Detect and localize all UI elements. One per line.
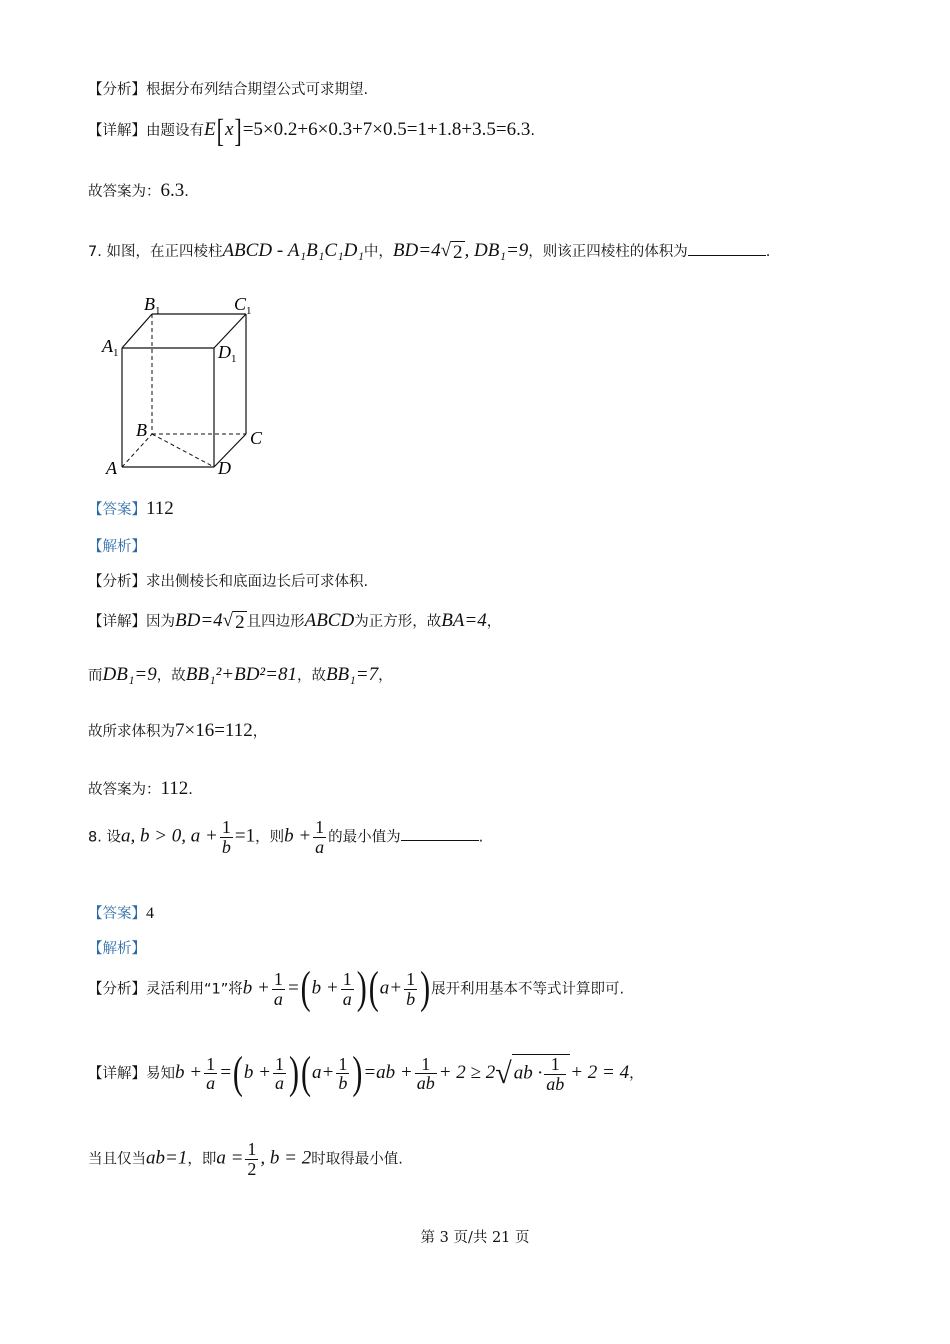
answer-blank[interactable] (401, 828, 479, 841)
label-b1: $B_1$ (144, 294, 161, 317)
q8-analysis: 【分析】灵活利用“1”将b + $\frac{1}{a}$ =(b + $\frac{1}{a}$ )(a+ $\frac{1}{b}$ )展开利用基本不等式计算即可. (88, 963, 625, 1014)
q7-detail-2: 而DB₁=9，故BB₁²+BD²=81，故BB₁=7， (88, 664, 393, 685)
q7-detail-3: 故所求体积为7×16=112， (88, 720, 268, 741)
label-b: B (136, 420, 147, 440)
edge-a1-b1 (122, 314, 152, 348)
q7-answer-line: 故答案为：112. (88, 778, 193, 799)
q8-stem: 8. 设a, b > 0, a + $\frac{1}{b}$ =1，则b + $\frac{1}{a}$ 的最小值为 . (88, 817, 484, 857)
page-footer: 第 3 页/共 21 页 (420, 1230, 530, 1246)
prev-analysis: 【分析】根据分布列结合期望公式可求期望. (88, 82, 369, 98)
q7-detail-1: 【详解】因为BD=4√ 2 且四边形ABCD为正方形，故BA=4， (88, 610, 502, 633)
edge-b-d (152, 434, 214, 467)
prev-detail: 【详解】由题设有E[x]=5×0.2+6×0.3+7×0.5=1+1.8+3.5=6.3. (88, 111, 535, 149)
q8-equality: 当且仅当ab=1，即a = $\frac{1}{2}$ , b = 2时取得最小值. (88, 1139, 403, 1179)
q8-detail: 【详解】易知b + $\frac{1}{a}$ =(b + $\frac{1}{a}$ )(a+ $\frac{1}{b}$ )=ab + $\frac{1}{ab}$ + 2 ≥ 2√ ab · $\frac{1}{ab}$ + 2 = 4， (88, 1048, 644, 1098)
label-d: D (218, 458, 231, 478)
label-c1: $C_1$ (234, 294, 252, 317)
label-a: A (106, 458, 117, 478)
label-d1: $D_1$ (218, 342, 237, 365)
q8-answer: 【答案】4 (88, 905, 154, 922)
label-a1: $A_1$ (102, 336, 119, 359)
prev-answer: 故答案为：6.3. (88, 180, 189, 201)
label-c: C (250, 428, 263, 448)
q7-answer: 【答案】112 (88, 498, 174, 519)
q7-analysis: 【分析】求出侧棱长和底面边长后可求体积. (88, 574, 369, 590)
q7-explain: 【解析】 (88, 539, 146, 555)
q8-explain: 【解析】 (88, 941, 146, 957)
prism-figure (100, 292, 280, 482)
answer-blank[interactable] (688, 243, 766, 256)
q7-stem: 7. 如图，在正四棱柱ABCD - A₁B₁C₁D₁中，BD=4√ 2 , DB₁=9，则该正四棱柱的体积为 . (88, 240, 771, 263)
